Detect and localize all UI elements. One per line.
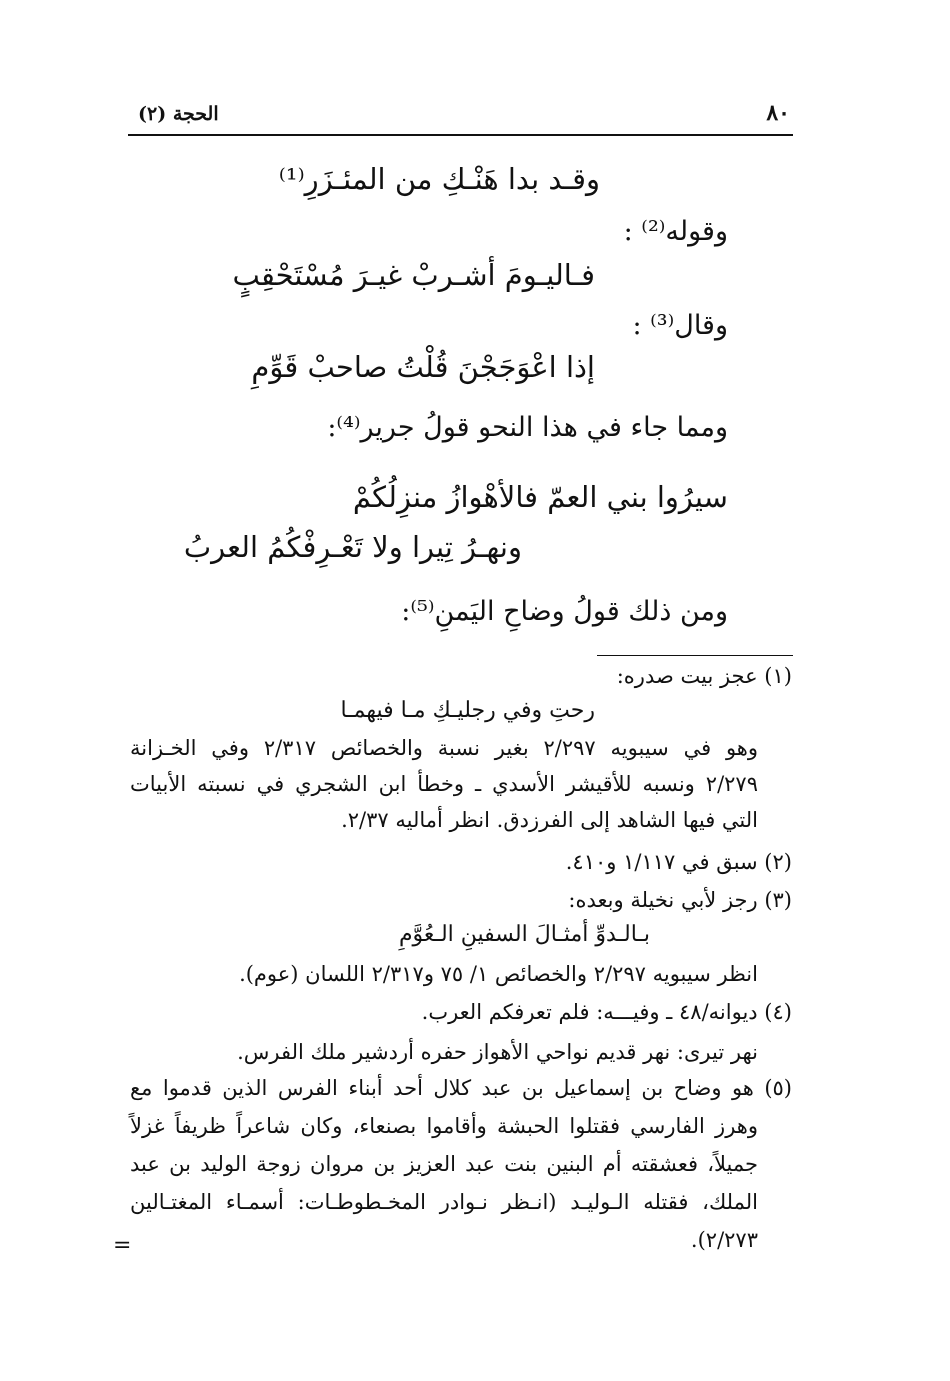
intro-line-5: ومن ذلك قولُ وضاحِ اليَمنِ⁽⁵⁾:: [401, 596, 728, 627]
footnote-1-head: (١) عجز بيت صدره:: [616, 664, 792, 688]
footnote-3-line-1: انظر سيبويه ٢/٢٩٧ والخصائص ١/ ٧٥ و٢/٣١٧ اللسان (عوم).: [239, 962, 758, 986]
footnote-1-verse: رحتِ وفي رجليـكِ مـا فيهمـا: [340, 698, 595, 723]
footnote-3-head: (٣) رجز لأبي نخيلة وبعده:: [568, 888, 792, 912]
verse-line-3: إذا اعْوَجَجْنَ قُلْتُ صاحبْ قَوِّمِ: [251, 350, 595, 384]
footnote-4-head: (٤) ديوانه/٤٨ ـ وفيـــه: فلم تعرفكم العرب.: [421, 1000, 792, 1024]
running-title: الحجة (٢): [138, 103, 219, 125]
footnote-1-line-1: وهو في سيبويه ٢/٢٩٧ بغير نسبة والخصائص ٢/٣١٧ وفي الخـزانة: [130, 736, 759, 760]
footnote-5-line-1: (٥) هو وضاح بن إسماعيل بن عبد كلال أحد أبناء الفرس الذين قدموا مع: [130, 1076, 792, 1100]
verse-jarir-2: ونهـرُ تِيرا ولا تَعْـرِفْكُمُ العربُ: [183, 530, 522, 564]
footnote-4-line-1: نهر تيرى: نهر قديم نواحي الأهواز حفره أردشير ملك الفرس.: [237, 1040, 758, 1064]
intro-line-3: وقال⁽³⁾ :: [632, 310, 728, 341]
footnote-5-line-2: وهرز الفارسي فقتلوا الحبشة وأقاموا بصنعاء، وكان شاعراً ظريفاً غزلاً: [130, 1114, 758, 1138]
intro-line-4: ومما جاء في هذا النحو قولُ جرير⁽⁴⁾:: [327, 412, 728, 443]
footnote-rule: [597, 655, 793, 656]
continuation-mark: =: [113, 1233, 132, 1258]
page-number: ٨٠: [766, 100, 790, 126]
verse-jarir-1: سيرُوا بني العمّ فالأهْوازُ منزِلُكُمْ: [352, 480, 728, 514]
footnote-5-line-4: الملك، فقتله الـوليـد (انـظر نـوادر المخـطوطـات: أسمـاء المغتـالين: [130, 1190, 758, 1214]
header-rule: [128, 134, 793, 136]
footnote-3-verse: بـالـدوِّ أمثـالَ السفينِ الـعُوَّمِ: [398, 922, 650, 947]
footnote-5-line-3: جميلاً، فعشقته أم البنين بنت عبد العزيز بن مروان زوجة الوليد بن عبد: [130, 1152, 758, 1176]
footnote-1-line-3: التي فيها الشاهد إلى الفرزدق. انظر أماليه ٢/٣٧.: [341, 808, 758, 832]
verse-line-2: فـاليـومَ أشـربْ غيـرَ مُسْتَحْقِبٍ: [232, 258, 595, 292]
footnote-5-line-5: ٢/٢٧٣).: [690, 1228, 758, 1252]
verse-line-1: وقـد بدا هَنْـكِ من المئـزَرِ⁽¹⁾: [278, 162, 600, 196]
footnote-1-line-2: ٢/٢٧٩ ونسبه للأقيشر الأسدي ـ وخطأ ابن الشجري في نسبته الأبيات: [130, 772, 758, 796]
footnote-2: (٢) سبق في ١/١١٧ و٤١٠.: [565, 850, 792, 874]
intro-line-2: وقوله⁽²⁾ :: [623, 216, 728, 247]
